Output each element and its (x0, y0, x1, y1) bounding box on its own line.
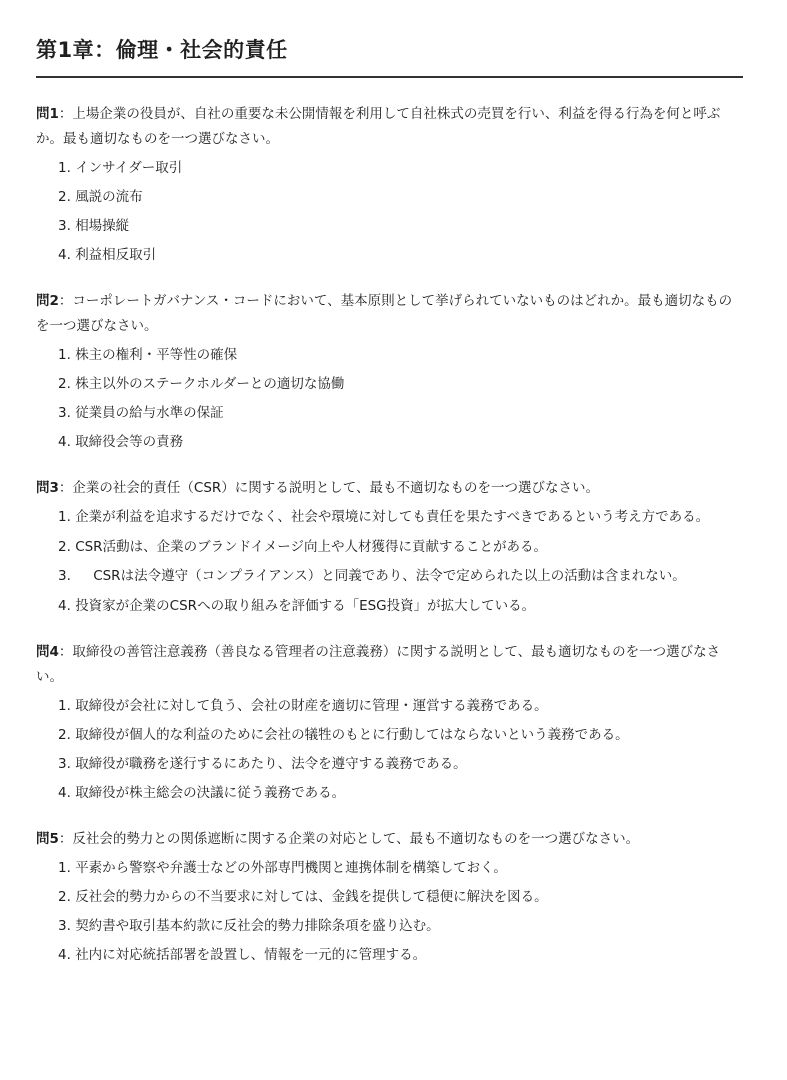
question-text: 取締役の善管注意義務（善良なる管理者の注意義務）に関する説明として、最も適切なものを一つ選びなさい。 (36, 644, 721, 685)
option-item (58, 914, 743, 938)
question-text: 上場企業の役員が、自社の重要な未公開情報を利用して自社株式の売買を行い、利益を得る行為を何と呼ぶか。最も適切なものを一つ選びなさい。 (36, 106, 721, 147)
option-text: 相場操縦 (75, 218, 130, 234)
option-text: 反社会的勢力からの不当要求に対しては、金銭を提供して穏便に解決を図る。 (75, 889, 548, 905)
option-item (58, 505, 743, 530)
question-text: 企業の社会的責任（CSR）に関する説明として、最も不適切なものを一つ選びなさい。 (72, 480, 600, 496)
option-item (58, 214, 743, 238)
question-stem (36, 476, 743, 501)
option-item (58, 401, 743, 425)
option-item (58, 752, 743, 776)
option-number: 1. (58, 347, 71, 363)
question-stem (36, 827, 743, 852)
option-list (36, 343, 743, 454)
option-text: CSR活動は、企業のブランドイメージ向上や人材獲得に貢献することがある。 (75, 539, 547, 555)
option-item (58, 185, 743, 209)
option-text: 風説の流布 (75, 189, 143, 205)
option-number: 4. (58, 947, 71, 963)
option-item (58, 723, 743, 747)
question-stem (36, 289, 743, 339)
question-stem (36, 102, 743, 152)
option-item (58, 535, 743, 559)
question-separator: ： (58, 293, 73, 309)
option-text: 平素から警察や弁護士などの外部専門機関と連携体制を構築しておく。 (75, 860, 507, 876)
option-text: 契約書や取引基本約款に反社会的勢力排除条項を盛り込む。 (75, 918, 440, 934)
question-separator: ： (58, 644, 73, 660)
option-text: 株主以外のステークホルダーとの適切な協働 (75, 376, 345, 392)
question-label: 問3 (36, 480, 59, 496)
option-number: 1. (58, 160, 71, 176)
option-number: 4. (58, 247, 71, 263)
option-number: 2. (58, 376, 71, 392)
question-label: 問5 (36, 831, 59, 847)
option-item (58, 243, 743, 267)
option-item (58, 156, 743, 180)
option-number: 1. (58, 860, 71, 876)
question-text: コーポレートガバナンス・コードにおいて、基本原則として挙げられていないものはどれか。最も適切なものを一つ選びなさい。 (36, 293, 733, 334)
option-list (36, 694, 743, 805)
question-3 (36, 476, 743, 618)
question-separator: ： (58, 106, 73, 122)
option-number: 4. (58, 785, 71, 801)
option-item (58, 885, 743, 909)
option-number: 3. (58, 218, 71, 234)
question-separator: ： (58, 480, 73, 496)
option-item (58, 694, 743, 718)
option-item (58, 564, 743, 589)
option-text: 従業員の給与水準の保証 (75, 405, 224, 421)
option-text: 取締役が個人的な利益のために会社の犠牲のもとに行動してはならないという義務である。 (75, 727, 629, 743)
question-text: 反社会的勢力との関係遮断に関する企業の対応として、最も不適切なものを一つ選びなさい。 (72, 831, 640, 847)
question-label: 問4 (36, 644, 59, 660)
option-item (58, 856, 743, 880)
question-label: 問1 (36, 106, 59, 122)
option-number: 3. (58, 568, 71, 584)
question-separator: ： (58, 831, 73, 847)
option-number: 2. (58, 889, 71, 905)
option-number: 4. (58, 434, 71, 450)
option-text: 社内に対応統括部署を設置し、情報を一元的に管理する。 (75, 947, 427, 963)
option-text: 取締役が職務を遂行するにあたり、法令を遵守する義務である。 (75, 756, 467, 772)
option-number: 2. (58, 189, 71, 205)
option-number: 4. (58, 598, 71, 614)
option-item (58, 372, 743, 396)
question-4 (36, 640, 743, 805)
option-text: インサイダー取引 (75, 160, 183, 176)
option-text: 取締役が会社に対して負う、会社の財産を適切に管理・運営する義務である。 (75, 698, 548, 714)
question-2 (36, 289, 743, 454)
question-1 (36, 102, 743, 267)
question-5 (36, 827, 743, 967)
option-text: 投資家が企業のCSRへの取り組みを評価する「ESG投資」が拡大している。 (75, 598, 536, 614)
option-list (36, 156, 743, 267)
option-list (36, 505, 743, 618)
option-item (58, 943, 743, 967)
option-number: 1. (58, 698, 71, 714)
option-number: 3. (58, 756, 71, 772)
option-list (36, 856, 743, 967)
question-label: 問2 (36, 293, 59, 309)
option-number: 1. (58, 509, 71, 525)
option-item (58, 343, 743, 367)
option-number: 3. (58, 918, 71, 934)
option-item (58, 594, 743, 618)
option-text: CSRは法令遵守（コンプライアンス）と同義であり、法令で定められた以上の活動は含まれない。 (93, 568, 686, 584)
option-item (58, 781, 743, 805)
option-text: 株主の権利・平等性の確保 (75, 347, 238, 363)
option-text: 企業が利益を追求するだけでなく、社会や環境に対しても責任を果たすべきであるという考え方である。 (75, 509, 710, 525)
option-text: 取締役会等の責務 (75, 434, 184, 450)
option-item (58, 430, 743, 454)
question-stem (36, 640, 743, 690)
option-text: 利益相反取引 (75, 247, 157, 263)
option-number: 2. (58, 539, 71, 555)
chapter-title: 第1章：倫理・社会的責任 (36, 34, 743, 78)
option-text: 取締役が株主総会の決議に従う義務である。 (75, 785, 346, 801)
option-number: 3. (58, 405, 71, 421)
option-number: 2. (58, 727, 71, 743)
